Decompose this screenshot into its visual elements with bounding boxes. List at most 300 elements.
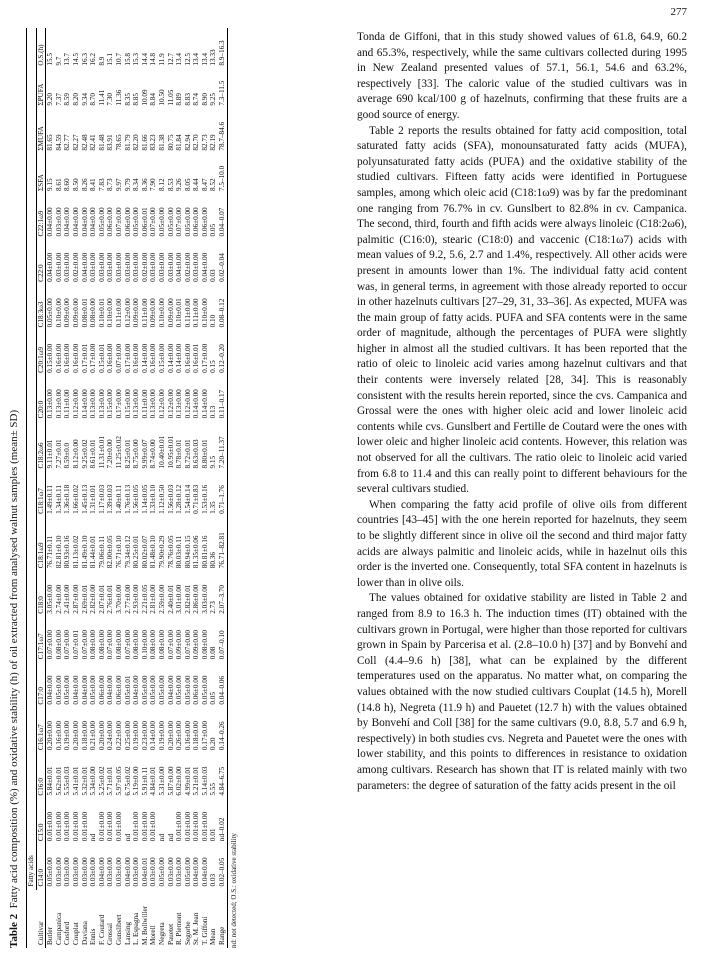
cultivar-name: Campanica	[54, 912, 63, 945]
table-cell: 0.04±0.00	[200, 252, 209, 282]
table-cell: 0.18±0.00	[192, 721, 201, 751]
table-cell: 0.11±0.00	[114, 298, 123, 328]
table-cell: 0.03±0.00	[106, 252, 115, 282]
table-cell: 0.04±0.00	[192, 857, 201, 887]
table-row	[209, 28, 218, 948]
table-cell: 7.83	[97, 178, 106, 191]
table-cell: 0.01±0.00	[192, 811, 201, 842]
table-cell: 8.12	[157, 178, 166, 191]
table-cell: 2.82±0.00	[89, 584, 98, 614]
table-cell: 0.01±0.00	[200, 811, 209, 842]
table-cell: 79.34±0.12	[123, 535, 132, 569]
table-cell: 2.81±0.00	[149, 584, 158, 614]
table-cell: 0.04±0.00	[71, 675, 80, 705]
table-caption-label: Table 2	[8, 913, 20, 948]
table-cell: 80.36	[209, 552, 218, 569]
table-cell: 0.05±0.00	[200, 675, 209, 705]
table-cell: 0.09±0.00	[166, 298, 175, 328]
table-cell: 3.03±0.00	[200, 584, 209, 614]
table-cell: 7.90	[149, 178, 158, 191]
table-cell: 0.17±0.00	[200, 343, 209, 373]
table-cell: 13.4	[175, 53, 184, 66]
table-caption	[8, 28, 20, 948]
table-cell: 76.71±0.10	[114, 535, 123, 569]
table-cell: 0.02±0.00	[140, 252, 149, 282]
table-row	[192, 28, 201, 948]
table-row	[89, 28, 98, 948]
table-cell: 8.70	[89, 93, 98, 106]
table-cell: 0.13±0.00	[89, 389, 98, 419]
table-cell: 0.02–0.05	[218, 844, 227, 889]
table-cell: 0.12–0.20	[218, 330, 227, 375]
table-cell: 16.2	[89, 53, 98, 66]
table-cell: 0.12±0.00	[157, 389, 166, 419]
table-cell: 0.05	[209, 692, 218, 705]
table-cell: 0.09±0.00	[192, 630, 201, 660]
table-cell: 0.04–0.06	[218, 662, 227, 707]
table-cell: 0.12±0.00	[71, 389, 80, 419]
table-cell: 5.55	[209, 783, 218, 796]
table-cell: 0.06±0.00	[97, 675, 106, 705]
table-cell: 9.11±0.01	[46, 439, 55, 469]
table-cell: 0.03±0.00	[132, 857, 141, 887]
table-cell: 0.08±0.00	[114, 630, 123, 660]
table-cell: 5.34±0.00	[89, 766, 98, 796]
table-row	[158, 28, 167, 948]
table-cell: 8.9	[97, 56, 106, 66]
table-cell: 0.01±0.00	[175, 811, 184, 842]
table-cell: 11.41	[97, 89, 106, 106]
cultivar-header: Cultivar	[27, 890, 46, 948]
table-cell: 12.7	[166, 53, 175, 66]
table-cell: 0.09±0.00	[132, 298, 141, 328]
table-cell: 0.04±0.00	[166, 675, 175, 705]
table-cell: 0.04±0.00	[46, 252, 55, 282]
table-cell: 0.15±0.00	[106, 389, 115, 419]
cultivar-name: Morell	[149, 925, 158, 945]
table-cell: 0.04±0.00	[89, 207, 98, 237]
table-cell: 0.10±0.00	[106, 298, 115, 328]
table-cell: 0.11±0.00	[183, 298, 192, 328]
table-cell: 76.71±0.11	[46, 535, 55, 569]
column-header: C20:1ω9	[36, 330, 46, 375]
table-cell: 9.15	[46, 178, 55, 191]
table-cell: 81.49±0.10	[80, 535, 89, 569]
table-cell: 8.72±0.01	[183, 439, 192, 469]
table-cell: 6.02±0.00	[175, 766, 184, 796]
table-cell: 15.5	[46, 53, 55, 66]
table-cell: 0.11±0.00	[140, 389, 149, 419]
table-cell: 80.02±0.07	[140, 535, 149, 569]
cultivar-name: Lansing	[123, 921, 132, 945]
table-cell: 4.84–6.75	[218, 753, 227, 798]
table-cell: 0.01±0.00	[46, 811, 55, 842]
table-cell: 0.03±0.00	[175, 857, 184, 887]
table-cell: 8.89	[175, 93, 184, 106]
table-cell: 8.63±0.03	[192, 439, 201, 469]
table-cell: 5.97±0.05	[114, 766, 123, 796]
table-cell: nd	[166, 833, 175, 842]
table-cell: 78.76±0.05	[166, 535, 175, 569]
table-cell: 0.10±0.00	[54, 298, 63, 328]
table-cell: 0.05±0.00	[183, 207, 192, 237]
table-cell: 0.15±0.00	[157, 343, 166, 373]
table-cell: 7.27±0.01	[54, 439, 63, 469]
table-cell: 5.31±0.00	[157, 766, 166, 796]
table-cell: 82.48	[80, 134, 89, 151]
table-cell: 0.05±0.00	[166, 207, 175, 237]
table-cell: 80.93±0.16	[63, 535, 72, 569]
table-cell: 0.04±0.00	[175, 252, 184, 282]
table-cell: 0.20	[209, 737, 218, 751]
table-cell: 5.87±0.00	[166, 766, 175, 796]
table-cell: 0.06±0.00	[192, 675, 201, 705]
fatty-acid-table-rotated	[8, 28, 333, 948]
table-cell: 8.60	[63, 178, 72, 191]
table-cell: 0.02±0.00	[71, 252, 80, 282]
table-cell: 8.83	[183, 93, 192, 106]
table-row	[46, 28, 55, 948]
table-cell: 8.74±0.00	[149, 439, 158, 469]
table-cell: 0.24±0.00	[106, 721, 115, 751]
table-cell: 0.26±0.00	[175, 721, 184, 751]
table-cell: 0.07±0.01	[71, 630, 80, 660]
table-cell: 0.14±0.00	[200, 389, 209, 419]
table-cell: 0.05±0.00	[63, 675, 72, 705]
table-row	[141, 28, 150, 948]
table-cell: 0.03±0.00	[80, 857, 89, 887]
table-cell: 8.61	[54, 178, 63, 191]
cultivar-name: Cosford	[63, 921, 72, 945]
table-cell: 0.03±0.00	[63, 857, 72, 887]
table-cell: 7.30	[106, 93, 115, 106]
table-cell: 10.95±0.01	[166, 435, 175, 469]
table-cell: 0.01±0.00	[140, 811, 149, 842]
table-cell: 0.07±0.00	[114, 207, 123, 237]
table-cell: 1.14±0.05	[140, 484, 149, 514]
table-cell: 13.7	[63, 53, 72, 66]
table-cell: 0.06±0.00	[106, 207, 115, 237]
table-cell: 2.74±0.00	[54, 584, 63, 614]
table-cell: 0.08±0.00	[132, 630, 141, 660]
table-cell: 0.01±0.00	[149, 811, 158, 842]
table-cell: 0.06±0.00	[192, 207, 201, 237]
table-cell: 80.81±0.16	[200, 535, 209, 569]
table-cell: 0.01±0.00	[80, 811, 89, 842]
table-row	[201, 28, 210, 948]
table-cell: 79.90±0.29	[157, 535, 166, 569]
table-cell: 3.01±0.00	[175, 584, 184, 614]
table-cell: 0.10	[209, 314, 218, 328]
column-header: C17:1ω7	[36, 617, 46, 662]
table-cell: 1.36±0.18	[63, 484, 72, 514]
cultivar-name: Segorbe	[183, 921, 192, 945]
table-cell: 0.05	[209, 223, 218, 237]
table-cell: 0.03±0.00	[132, 252, 141, 282]
table-cell: 8.59±0.0	[63, 442, 72, 469]
table-cell: 0.05±0.00	[46, 298, 55, 328]
table-cell: 5.71±0.01	[106, 766, 115, 796]
table-cell: 0.03±0.00	[97, 252, 106, 282]
table-cell: 0.18±0.00	[80, 721, 89, 751]
table-cell: 8.84	[149, 93, 158, 106]
table-cell: 81.48±0.10	[149, 535, 158, 569]
table-cell: 0.11–0.17	[218, 376, 227, 421]
table-row	[132, 28, 141, 948]
table-cell: 2.93±0.00	[132, 584, 141, 614]
table-cell: 0.01±0.00	[183, 811, 192, 842]
table-cell: 16.3	[80, 53, 89, 66]
table-cell: 0.05±0.00	[183, 857, 192, 887]
table-cell: 76.71–82.81	[218, 517, 227, 571]
table-cell: 0.21±0.00	[89, 721, 98, 751]
table-cell: 5.19±0.00	[132, 766, 141, 796]
table-cell: 0.07±0.00	[166, 630, 175, 660]
table-cell: 0.20±0.00	[166, 721, 175, 751]
table-cell: 0.22±0.00	[114, 721, 123, 751]
table-caption-text: Fatty acid composition (%) and oxidative stability (h) of oil extracted from analysed walnut samples (mean± SD)	[8, 409, 20, 909]
table-cell: 82.73	[200, 134, 209, 151]
table-cell: 0.05±0.00	[132, 207, 141, 237]
table-cell: 11.05	[166, 89, 175, 106]
table-cell: 0.17±0.00	[89, 343, 98, 373]
table-cell: 0.04±0.00	[123, 857, 132, 887]
table-cell: 81.38	[157, 134, 166, 151]
cultivar-name: M. Bollwiller	[140, 905, 149, 945]
table-row	[115, 28, 124, 948]
table-cell: 1.35	[209, 501, 218, 514]
table-row	[63, 28, 72, 948]
table-cell: 7.3–11.5	[218, 69, 227, 109]
table-cell: 2.86±0.00	[192, 584, 201, 614]
table-cell: 0.11±0.00	[192, 298, 201, 328]
table-cell: 0.08±0.00	[89, 630, 98, 660]
table-cell: 82.27	[71, 134, 80, 151]
paragraph-1: Tonda de Giffoni, that in this study showed values of 61.8, 64.9, 60.2 and 65.3%, respectively, while the same cultivars collected during 1995 in New Zealand presented values of 57.1, 56.1, 54.6 and 63.2%, respectively [33]. The caloric value of the studied cultivars was in average 690 kcal/100 g of hazelnuts, confirming that these fruits are a good source of energy.	[357, 31, 687, 121]
table-cell: 0.17±0.01	[80, 343, 89, 373]
table-cell: 0.19±0.00	[132, 721, 141, 751]
table-cell: 0.13±0.00	[132, 389, 141, 419]
table-cell: 14.4	[140, 53, 149, 66]
table-cell: 8.34	[132, 178, 141, 191]
table-cell: 0.07±0.00	[63, 630, 72, 660]
table-cell: 0.05±0.00	[54, 675, 63, 705]
table-cell: 0.16±0.00	[183, 343, 192, 373]
cultivar-name: Butler	[46, 927, 55, 945]
cultivar-name: Range	[218, 890, 227, 948]
table-cell: 0.13±0.00	[46, 389, 55, 419]
column-header: ΣMUFA	[36, 109, 46, 154]
table-cell: 0.04±0.00	[80, 207, 89, 237]
cultivar-name: R. Piemont	[175, 912, 184, 945]
table-cell: 5.62±0.01	[54, 766, 63, 796]
table-cell: 11.25±0.02	[114, 436, 123, 469]
table-cell: 0.08–0.12	[218, 285, 227, 330]
cultivar-name: T. Giffoni	[200, 916, 209, 945]
table-cell: 15.1	[106, 53, 115, 66]
table-cell: 2.82±0.01	[183, 584, 192, 614]
table-cell: 0.07±0.00	[175, 207, 184, 237]
table-cell: 8.73	[106, 178, 115, 191]
table-cell: 0.16±0.00	[106, 343, 115, 373]
table-cell: 0.02–0.04	[218, 239, 227, 284]
table-cell: 8.47	[200, 178, 209, 191]
table-cell: 0.03±0.00	[114, 252, 123, 282]
table-cell: 15.8	[123, 53, 132, 66]
table-cell: 83.91	[106, 134, 115, 151]
table-cell: 10.40±0.01	[157, 435, 166, 469]
table-cell: 8.44	[192, 178, 201, 191]
table-cell: 0.03±0.00	[166, 252, 175, 282]
table-cell: 0.06±0.01	[140, 207, 149, 237]
table-cell: 9.34	[80, 93, 89, 106]
table-cell: 0.16±0.00	[63, 343, 72, 373]
table-cell: 0.04±0.00	[106, 675, 115, 705]
table-cell: 0.16±0.00	[183, 721, 192, 751]
table-cell: 2.07–3.70	[218, 571, 227, 616]
table-cell: 0.09±0.00	[71, 298, 80, 328]
table-cell: 0.12±0.00	[166, 389, 175, 419]
table-cell: 0.03±0.00	[149, 857, 158, 887]
table-cell: 0.12±0.00	[183, 389, 192, 419]
table-cell: 8.35	[123, 93, 132, 106]
table-cell: 0.05±0.00	[140, 675, 149, 705]
table-cell: 78.7–84.6	[218, 109, 227, 154]
body-text-column	[357, 30, 687, 794]
table-cell: 0.03±0.00	[157, 252, 166, 282]
table-row	[106, 28, 115, 948]
table-cell: 0.13±0.00	[97, 389, 106, 419]
table-cell: 0.04±0.00	[46, 207, 55, 237]
table-cell: 3.05±0.00	[46, 584, 55, 614]
table-cell: 8.61±0.01	[89, 439, 98, 469]
table-cell: 0.08±0.00	[157, 630, 166, 660]
cultivar-name: Pauetet	[166, 923, 175, 945]
table-cell: 0.14±0.00	[149, 721, 158, 751]
table-cell: 0.08±0.00	[54, 630, 63, 660]
table-row	[98, 28, 107, 948]
table-cell: 0.23±0.00	[140, 721, 149, 751]
fatty-acid-table	[26, 28, 228, 948]
table-cell: 2.07±0.01	[97, 584, 106, 614]
table-cell: 0.19±0.00	[63, 721, 72, 751]
table-cell: 5.55±0.03	[63, 766, 72, 796]
table-cell: 8.52	[209, 178, 218, 191]
table-cell: 82.19	[209, 134, 218, 151]
table-cell: 79.06±0.11	[97, 535, 106, 569]
table-cell: 1.12±0.50	[157, 484, 166, 514]
cultivar-name: St. M. Jean	[192, 912, 201, 945]
table-cell: 81.65	[46, 134, 55, 151]
table-cell: 82.41	[89, 134, 98, 151]
table-cell: 11.9	[157, 53, 166, 66]
table-cell: 80.75	[166, 134, 175, 151]
table-cell: 0.07±0.00	[183, 630, 192, 660]
table-cell: 0.14±0.00	[166, 343, 175, 373]
table-cell: 1.56±0.05	[132, 484, 141, 514]
table-cell: 1.34±0.11	[54, 485, 63, 514]
table-cell: 0.05±0.00	[157, 207, 166, 237]
table-cell: 0.03±0.00	[89, 857, 98, 887]
table-cell: 0.07±0.00	[149, 207, 158, 237]
table-cell: 8.41	[89, 178, 98, 191]
table-cell: 0.03	[209, 873, 218, 887]
table-cell: 10.09	[140, 89, 149, 106]
table-cell: 8.59	[63, 93, 72, 106]
table-cell: 0.03±0.00	[63, 252, 72, 282]
table-cell: 8.12±0.00	[71, 439, 80, 469]
table-cell: 0.14±0.00	[80, 389, 89, 419]
table-cell: 1.39±0.03	[106, 484, 115, 514]
table-cell: 0.05±0.00	[157, 857, 166, 887]
table-cell: 0.01±0.00	[63, 811, 72, 842]
table-cell: 8.53	[166, 178, 175, 191]
page-number: 277	[670, 6, 687, 18]
table-cell: 9.20	[46, 93, 55, 106]
table-row	[149, 28, 158, 948]
table-cell: 0.15±0.00	[123, 389, 132, 419]
table-cell: 0.01±0.00	[114, 811, 123, 842]
column-header: C18:2ω6	[36, 421, 46, 471]
table-cell: 9.7	[54, 56, 63, 66]
table-cell: 9.99±0.07	[140, 439, 149, 469]
table-cell: 0.05±0.00	[149, 675, 158, 705]
table-cell: 1.53±0.16	[200, 484, 209, 514]
table-cell: 1.45±0.13	[80, 484, 89, 514]
table-cell: 5.32±0.01	[80, 766, 89, 796]
table-cell: 5.91±0.11	[140, 766, 149, 796]
table-cell: 81.44±0.01	[89, 535, 98, 569]
column-header: C16:1ω7	[36, 708, 46, 753]
table-cell: 5.21±0.01	[192, 766, 201, 796]
table-cell: 0.06±0.00	[123, 207, 132, 237]
table-cell: 1.17±0.03	[97, 484, 106, 514]
table-cell: 11.36	[114, 89, 123, 106]
cultivar-name: Negreta	[157, 922, 166, 945]
cultivar-name: L. Espagna	[132, 912, 141, 945]
table-row	[55, 28, 64, 948]
table-row	[175, 28, 184, 948]
table-cell: 0.07±0.00	[114, 343, 123, 373]
table-cell: 82.00±0.05	[106, 535, 115, 569]
table-cell: 83.23	[149, 134, 158, 151]
table-row	[184, 28, 193, 948]
table-cell: 13.4	[192, 53, 201, 66]
table-cell: 0.07±0.00	[80, 630, 89, 660]
cultivar-name: Gunslibert	[114, 914, 123, 945]
cultivar-name: Ennis	[89, 928, 98, 945]
column-header: C22:0	[36, 239, 46, 284]
table-cell: 0.13±0.00	[175, 389, 184, 419]
table-cell: 0.05±0.00	[97, 207, 106, 237]
table-cell: 0.20±0.00	[71, 721, 80, 751]
table-cell: 80.03±0.11	[175, 535, 184, 569]
table-cell: 2.41±0.00	[63, 584, 72, 614]
table-cell: 84.59	[54, 134, 63, 151]
table-cell: 5.84±0.01	[46, 766, 55, 796]
column-header: C20:0	[36, 376, 46, 421]
table-cell: 2.76±0.01	[106, 584, 115, 614]
table-cell: 0.13±0.00	[149, 389, 158, 419]
table-cell: 0.17±0.00	[114, 389, 123, 419]
table-cell: 0.07±0.00	[106, 630, 115, 660]
table-cell: 3.70±0.00	[114, 584, 123, 614]
table-cell: 0.08±0.00	[89, 298, 98, 328]
column-header: C17:0	[36, 662, 46, 707]
table-cell: 80.94±0.15	[183, 535, 192, 569]
cultivar-name: F. Coutard	[97, 914, 106, 945]
table-cell: 0.03±0.00	[54, 207, 63, 237]
